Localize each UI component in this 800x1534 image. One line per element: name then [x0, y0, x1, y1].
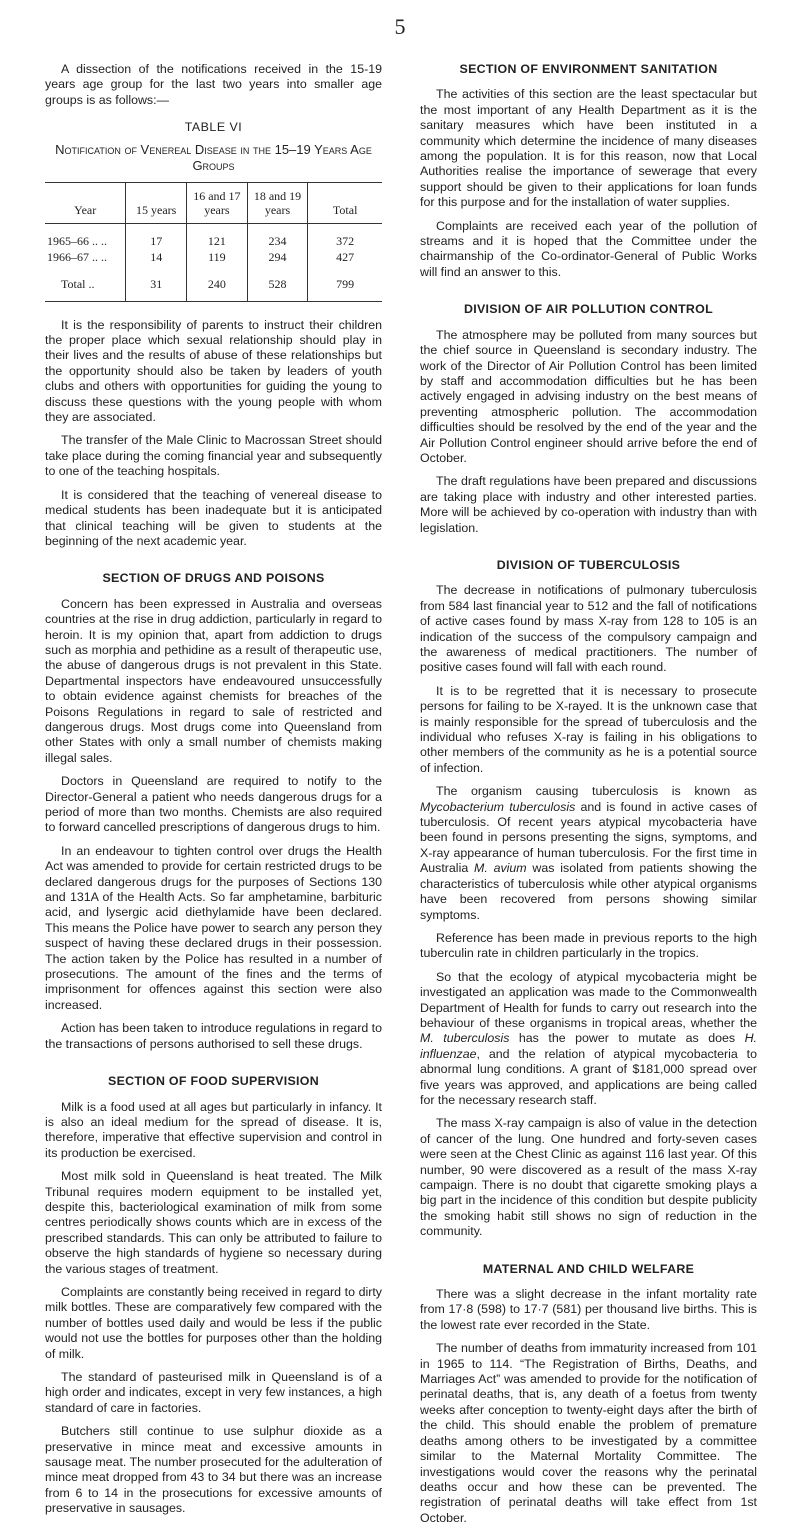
text-run: So that the ecology of atypical mycobacteria might be investigated an application was made to the Commonwealth Department of Health for funds to carry out research into the behaviour of these organisms in tropical areas, whether the — [420, 969, 757, 1030]
section-heading-maternal-child: MATERNAL AND CHILD WELFARE — [482, 1261, 695, 1276]
italic-term: M. tuberculosis — [420, 1031, 510, 1046]
section-heading-air-pollution: DIVISION OF AIR POLLUTION CONTROL — [464, 302, 713, 317]
paragraph — [420, 970, 757, 1109]
paragraph: The atmosphere may be polluted from many sources but the chief source in Queensland is secondary industry. The work of the Director of Air Pollution Control has been limited by staff and accommodation difficulties but he has been actively engaged in advising industry on the best means of preventing atmospheric pollution. The accommodation difficulties should be resolved by the end of the year and the Air Pollution Control engineer should arrive before the end of October. — [420, 327, 757, 465]
text-run: The organism causing tuberculosis is known as — [436, 784, 757, 799]
left-column — [45, 62, 382, 1525]
section-heading-food: SECTION OF FOOD SUPERVISION — [108, 1074, 319, 1089]
header-year: Year — [45, 182, 126, 223]
paragraph: Doctors in Queensland are required to notify to the Director-General a patient who needs dangerous drugs for a period of more than two months. Chemists are also required to forward cancelled prescriptions of dangerous drugs to him. — [45, 774, 382, 835]
cell: 121 — [187, 223, 248, 249]
header-15: 15 years — [126, 182, 187, 223]
paragraph: In an endeavour to tighten control over drugs the Health Act was amended to provide for certain restricted drugs to be declared dangerous drugs for the purposes of Sections 130 and 131A of the Health Acts. So far amphetamine, barbituric acid, and lysergic acid diethylamide have been declared. This means the Police have power to search any person they suspect of having these declared drugs in their possession. The action taken by the Police has resulted in a number of prosecutions. The amount of the fines and the terms of imprisonment for offences against this section were also increased. — [45, 843, 382, 1012]
header-18-19: 18 and 19 years — [247, 182, 308, 223]
section-heading-environment: SECTION OF ENVIRONMENT SANITATION — [459, 62, 718, 76]
cell: 14 — [126, 249, 187, 265]
paragraph: The activities of this section are the least spectacular but the most important of any Health Department as it is the sanitary measures which have been instituted in a community which determine the incidence of many diseases among the population. It is for this reason, now that Local Authorities realise the importance of sewerage that every support should be given to their applications for loan funds for this purpose and for the installation of water supplies. — [420, 87, 757, 210]
paragraph: Complaints are received each year of the pollution of streams and it is hoped that the Committee under the chairmanship of the Co-ordinator-General of Public Works will find an answer to this. — [420, 218, 757, 279]
cell: 240 — [187, 265, 248, 302]
paragraph: Concern has been expressed in Australia and overseas countries at the rise in drug addiction, particularly in regard to heroin. It is my opinion that, apart from addiction to drugs such as morphia and pethidine as a result of therapeutic use, the abuse of dangerous drugs is not prevalent in this State. Departmental inspectors have endeavoured unsuccessfully to obtain evidence against chemists for breaches of the Poisons Regulations in regard to sale of restricted and dangerous drugs. Most drugs come into Queensland from other States with only a small number of chemists making illegal sales. — [45, 596, 382, 765]
paragraph: It is considered that the teaching of venereal disease to medical students has been inadequate but it is anticipated that clinical teaching will be given to students at the beginning of the next academic year. — [45, 487, 382, 548]
table-caption: TABLE VI — [184, 120, 243, 135]
cell-year: 1965–66 .. .. — [47, 233, 107, 248]
paragraph: The number of deaths from immaturity increased from 101 in 1965 to 114. “The Registration of Births, Deaths, and Marriages Act” was amended to provide for the notification of perinatal deaths, that is, any death of a foetus from twenty weeks after conception to twenty-eight days after the birth of the child. This should enable the problem of premature deaths among others to be investigated by a committee similar to the Maternal Mortality Committee. The investigations would cover the reasons why the perinatal deaths occur and how these can be prevented. The registration of perinatal deaths will take effect from 1st October. — [420, 1341, 757, 1525]
paragraph: Reference has been made in previous reports to the high tuberculin rate in children particularly in the tropics. — [420, 930, 757, 961]
paragraph: It is the responsibility of parents to instruct their children the proper place which sexual relationship should play in their lives and the results of abuse of these relationships but the opportunity should also be taken by leaders of youth clubs and others with opportunities for guiding the young to discuss these questions with the young people with whom they are associated. — [45, 317, 382, 425]
paragraph: The decrease in notifications of pulmonary tuberculosis from 584 last financial year to 512 and the fall of notifications of active cases found by mass X-ray from 128 to 105 is an indication of the success of the compulsory campaign and the awareness of medical practitioners. The number of positive cases found will fall with each round. — [420, 583, 757, 675]
cell: 799 — [308, 265, 382, 302]
paragraph: The transfer of the Male Clinic to Macrossan Street should take place during the coming financial year and subsequently to one of the teaching hospitals. — [45, 433, 382, 479]
italic-term: H. influenzae — [420, 1031, 757, 1061]
paragraph: Complaints are constantly being received in regard to dirty milk bottles. These are comparatively few compared with the number of bottles used daily and would be less if the public would not use the bottles for purposes other than the holding of milk. — [45, 1284, 382, 1361]
text-run: , and the relation of atypical mycobacteria to abnormal lung conditions. A grant of $181,000 spread over five years was approved, and applications are being called for the necessary research staff. — [420, 1046, 757, 1107]
cell: 528 — [247, 265, 308, 302]
italic-term: M. avium — [474, 861, 527, 876]
table-subtitle: Notification of Venereal Disease in the 15–19 Years Age Groups — [55, 141, 372, 173]
page-number: 5 — [394, 14, 406, 39]
header-total: Total — [308, 182, 382, 223]
cell-total-label: Total .. — [45, 265, 126, 302]
paragraph: Action has been taken to introduce regulations in regard to the transactions of persons authorised to sell these drugs. — [45, 1021, 382, 1051]
text-run: has the power to mutate as does — [509, 1031, 745, 1046]
section-heading-tuberculosis: DIVISION OF TUBERCULOSIS — [496, 557, 681, 572]
paragraph: Most milk sold in Queensland is heat treated. The Milk Tribunal requires modern equipment to be installed yet, despite this, bacteriological examination of milk from some centres periodically shows counts which are in excess of the prescribed standards. This can only be attributed to failure to observe the high standards of hygiene so necessary during the various stages of treatment. — [45, 1169, 382, 1276]
cell-year: 1966–67 .. .. — [47, 249, 107, 264]
paragraph: It is to be regretted that it is necessary to prosecute persons for failing to be X-rayed. It is the unknown case that is mainly responsible for the spread of tuberculosis and the individual who refuses X-ray is failing in his obligations to other members of the community as he is a potential source of infection. — [420, 683, 757, 775]
vd-table — [45, 182, 382, 302]
paragraph: Butchers still continue to use sulphur dioxide as a preservative in mince meat and excessive amounts in sausage meat. The number prosecuted for the adulteration of mince meat dropped from 43 to 34 but there was an increase from 6 to 14 in the prosecutions for excessive amounts of preservative in sausages. — [45, 1424, 382, 1516]
cell: 17 — [126, 223, 187, 249]
cell: 31 — [126, 265, 187, 302]
header-16-17: 16 and 17 years — [187, 182, 248, 223]
table-row — [45, 223, 382, 249]
paragraph: The standard of pasteurised milk in Queensland is of a high order and indicates, except in very few instances, a high standard of care in factories. — [45, 1370, 382, 1415]
paragraph: There was a slight decrease in the infant mortality rate from 17·8 (598) to 17·7 (581) per thousand live births. This is the lowest rate ever recorded in the State. — [420, 1287, 757, 1332]
paragraph — [420, 784, 757, 923]
cell: 427 — [308, 249, 382, 265]
cell: 372 — [308, 223, 382, 249]
text-run: and is found in active cases of tuberculosis. Of recent years atypical mycobacteria have been found in persons presenting the signs, symptoms, and X-ray appearance of human tuberculosis. For the first time in Australia — [420, 799, 757, 876]
section-heading-drugs: SECTION OF DRUGS AND POISONS — [102, 571, 325, 586]
table-row — [45, 249, 382, 265]
cell: 234 — [247, 223, 308, 249]
table-total-row — [45, 265, 382, 302]
paragraph: The draft regulations have been prepared and discussions are taking place with industry and other interested parties. More will be achieved by co-operation with industry than with legislation. — [420, 474, 757, 535]
paragraph: Milk is a food used at all ages but particularly in infancy. It is also an ideal medium for the spread of disease. It is, therefore, imperative that effective supervision and control in its production be exercised. — [45, 1099, 382, 1160]
cell: 119 — [187, 249, 248, 265]
paragraph: The mass X-ray campaign is also of value in the detection of cancer of the lung. One hundred and forty-seven cases were seen at the Chest Clinic as against 116 last year. Of this number, 90 were discovered as a result of the mass X-ray campaign. There is no doubt that cigarette smoking plays a big part in the incidence of this condition but despite publicity the smoking habit still shows no sign of reduction in the community. — [420, 1116, 757, 1239]
text-run: was isolated from patients showing the characteristics of tuberculosis while other atypical organisms have been recovered from persons showing similar symptoms. — [420, 861, 758, 922]
right-column — [420, 62, 757, 1534]
vd-intro: A dissection of the notifications received in the 15-19 years age group for the last two years into smaller age groups is as follows:— — [45, 62, 382, 107]
table-header-row — [45, 182, 382, 223]
italic-term: Mycobacterium tuberculosis — [420, 799, 576, 814]
cell: 294 — [247, 249, 308, 265]
